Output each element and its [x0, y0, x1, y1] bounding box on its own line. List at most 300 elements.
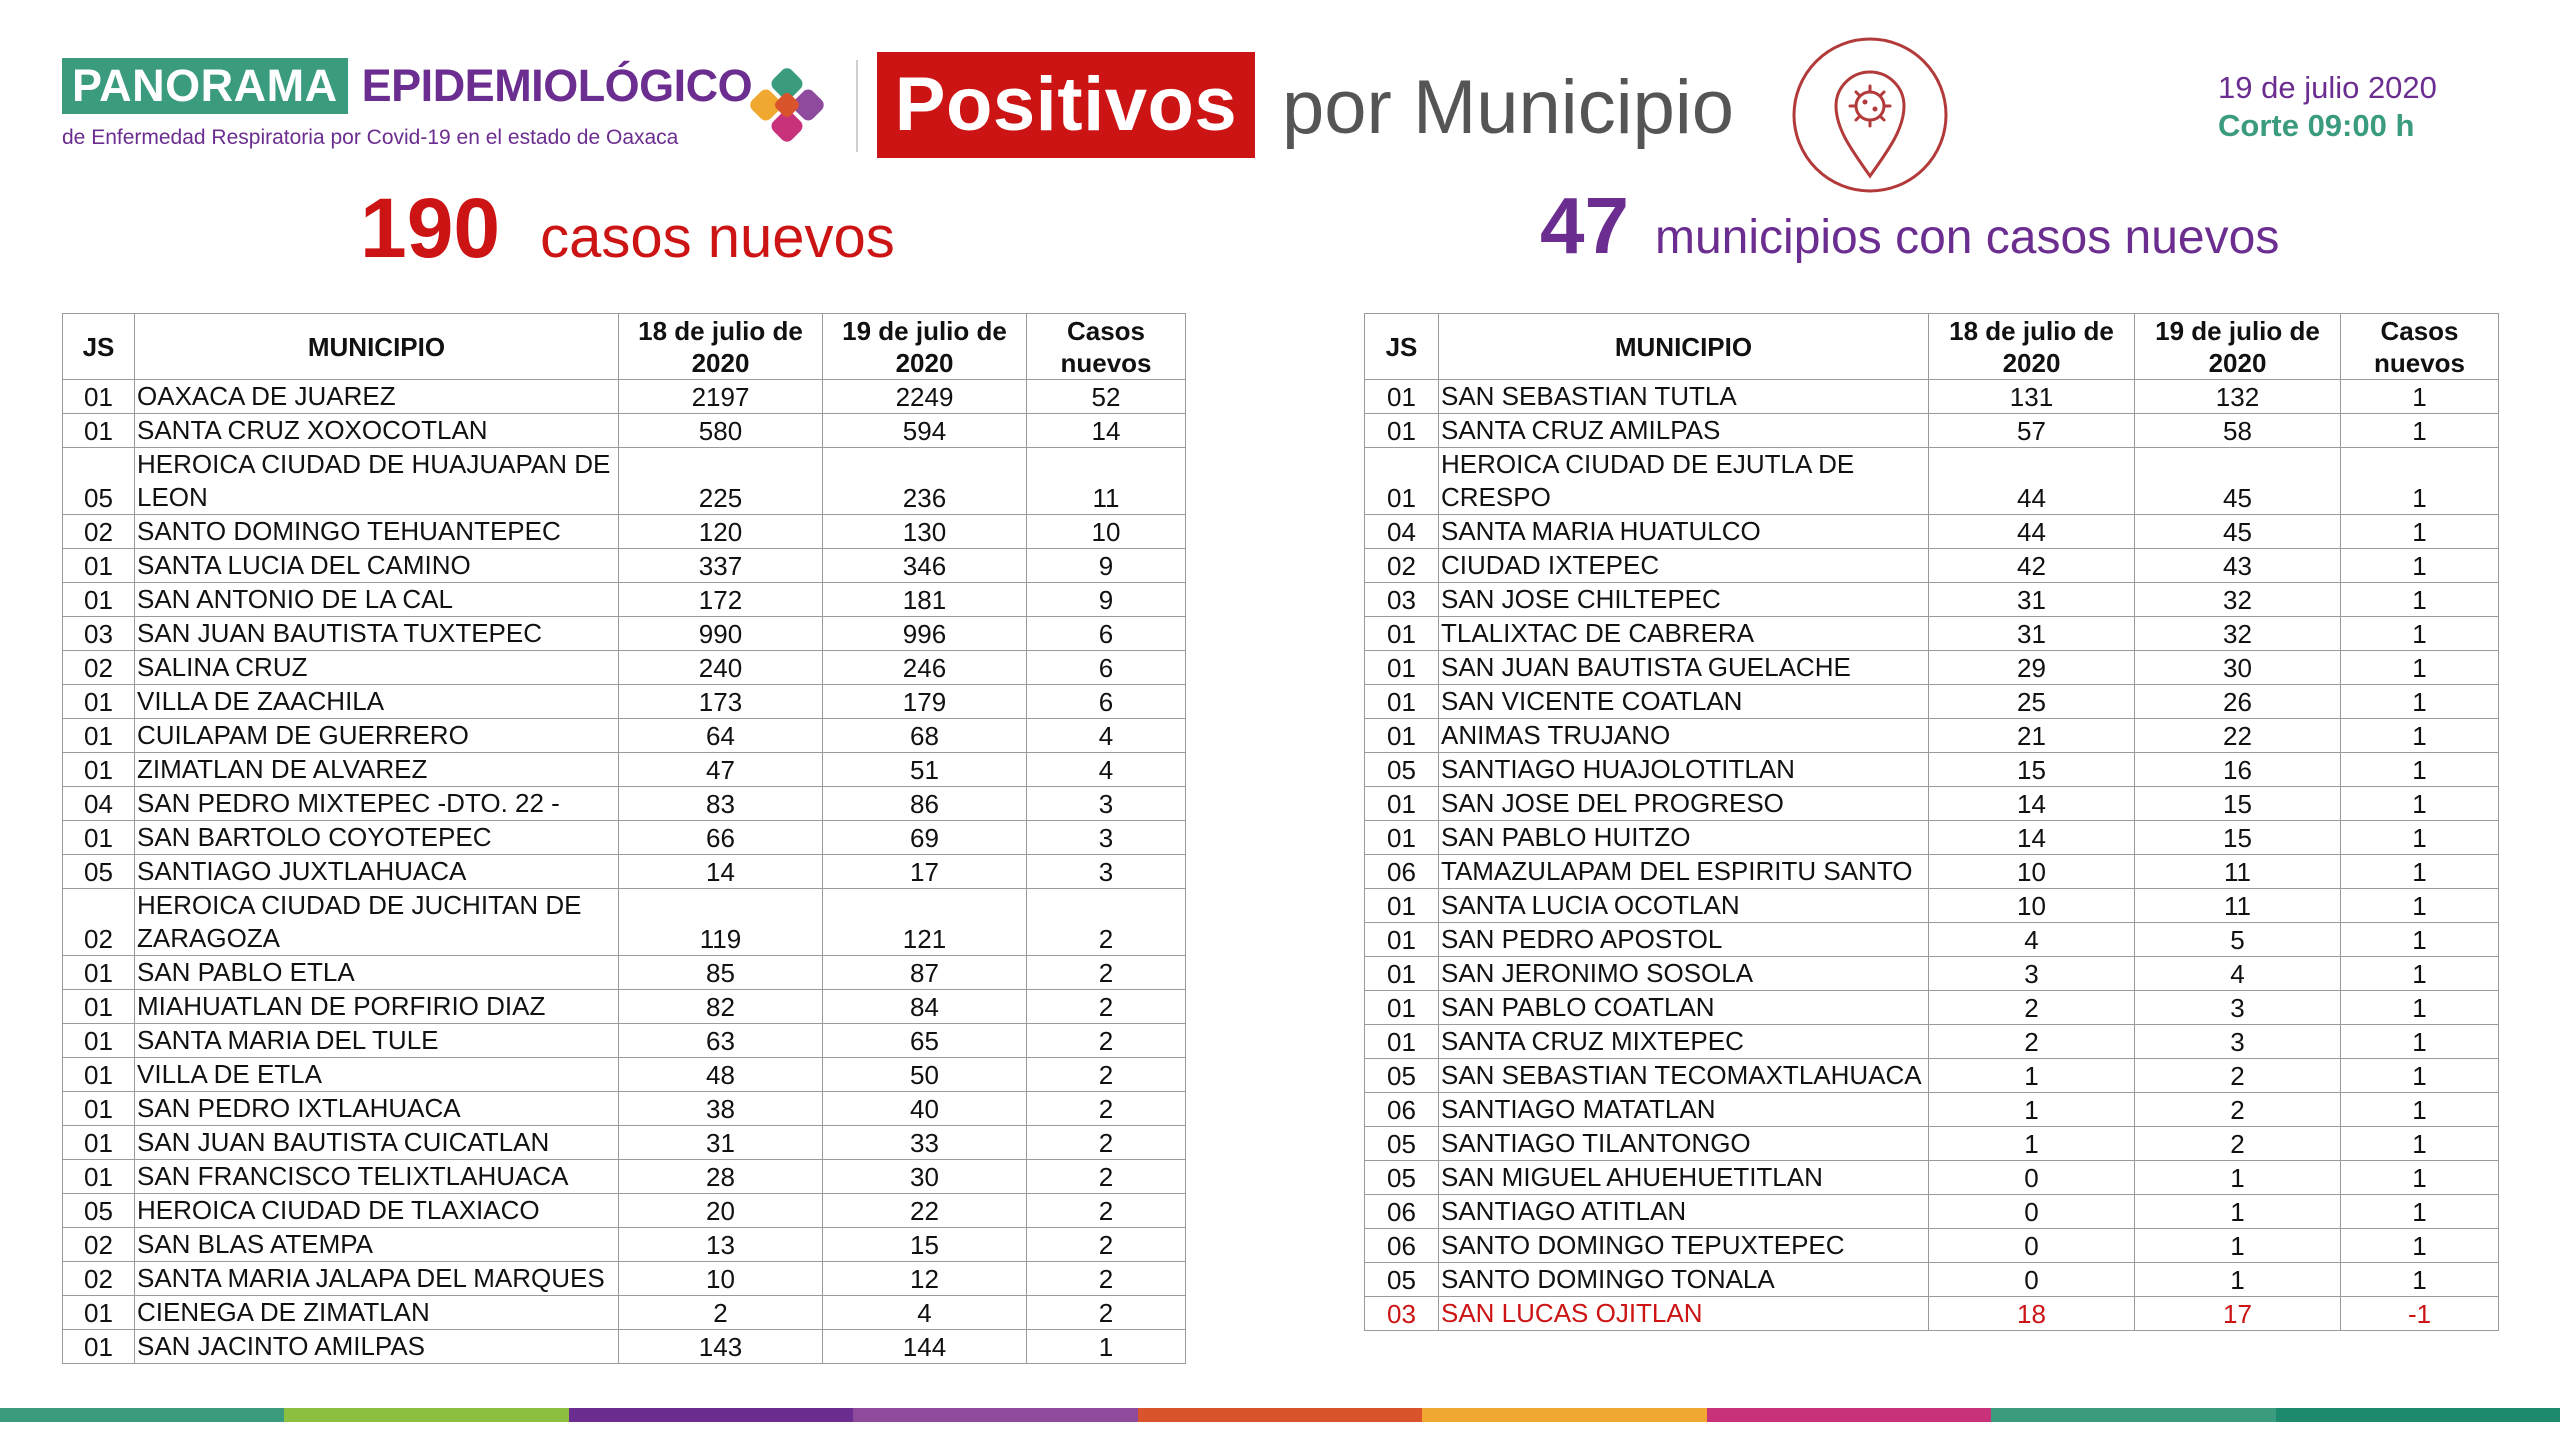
col-header-18-julio: 18 de julio de 2020: [1929, 314, 2135, 380]
cell-casos-nuevos: 2: [1027, 1058, 1186, 1092]
cell-js: 01: [1365, 923, 1439, 957]
table-row: [63, 549, 1186, 583]
cell-casos-nuevos: 1: [2341, 1195, 2499, 1229]
cell-19-julio: 86: [823, 787, 1027, 821]
table-row: [63, 1262, 1186, 1296]
table-row: [1365, 1025, 2499, 1059]
cell-19-julio: 51: [823, 753, 1027, 787]
cell-18-julio: 44: [1929, 515, 2135, 549]
cell-municipio: HEROICA CIUDAD DE TLAXIACO: [135, 1194, 619, 1228]
cell-19-julio: 236: [823, 448, 1027, 515]
cell-19-julio: 3: [2135, 991, 2341, 1025]
table-row: [1365, 787, 2499, 821]
cell-js: 01: [63, 1330, 135, 1364]
cell-18-julio: 173: [619, 685, 823, 719]
cell-municipio: SAN JOSE CHILTEPEC: [1439, 583, 1929, 617]
cell-18-julio: 38: [619, 1092, 823, 1126]
cell-19-julio: 87: [823, 956, 1027, 990]
cell-19-julio: 45: [2135, 448, 2341, 515]
cell-casos-nuevos: 9: [1027, 583, 1186, 617]
cell-municipio: SAN PABLO COATLAN: [1439, 991, 1929, 1025]
cell-js: 01: [63, 1126, 135, 1160]
cell-19-julio: 11: [2135, 855, 2341, 889]
cell-js: 01: [1365, 957, 1439, 991]
cell-js: 03: [1365, 1297, 1439, 1331]
cell-js: 06: [1365, 1195, 1439, 1229]
cell-casos-nuevos: 11: [1027, 448, 1186, 515]
cell-18-julio: 20: [619, 1194, 823, 1228]
cell-js: 01: [63, 956, 135, 990]
cell-municipio: SANTIAGO HUAJOLOTITLAN: [1439, 753, 1929, 787]
cell-19-julio: 32: [2135, 617, 2341, 651]
cell-municipio: SAN SEBASTIAN TUTLA: [1439, 380, 1929, 414]
table-row: [1365, 1195, 2499, 1229]
cell-js: 01: [1365, 380, 1439, 414]
cell-municipio: SAN PEDRO APOSTOL: [1439, 923, 1929, 957]
cell-js: 01: [1365, 787, 1439, 821]
cell-19-julio: 1: [2135, 1161, 2341, 1195]
cell-municipio: SAN BARTOLO COYOTEPEC: [135, 821, 619, 855]
cell-19-julio: 17: [823, 855, 1027, 889]
col-header-js: JS: [63, 314, 135, 380]
cell-19-julio: 45: [2135, 515, 2341, 549]
col-header-js: JS: [1365, 314, 1439, 380]
cell-municipio: TLALIXTAC DE CABRERA: [1439, 617, 1929, 651]
cell-casos-nuevos: 1: [2341, 1127, 2499, 1161]
cell-18-julio: 172: [619, 583, 823, 617]
logo-word-epidemiologico: EPIDEMIOLÓGICO: [361, 60, 753, 111]
report-date: 19 de julio 2020: [2218, 70, 2437, 105]
table-header-row: [63, 314, 1186, 380]
cell-municipio: SANTIAGO TILANTONGO: [1439, 1127, 1929, 1161]
cell-19-julio: 50: [823, 1058, 1027, 1092]
cell-casos-nuevos: 9: [1027, 549, 1186, 583]
cell-casos-nuevos: 6: [1027, 685, 1186, 719]
new-cases-label: casos nuevos: [540, 205, 895, 270]
table-row: [63, 855, 1186, 889]
table-row: [63, 1126, 1186, 1160]
logo-square-orange: [773, 91, 801, 119]
col-header-18-julio: 18 de julio de 2020: [619, 314, 823, 380]
cell-18-julio: 2: [1929, 991, 2135, 1025]
table-row: [63, 787, 1186, 821]
new-cases-number: 190: [360, 181, 501, 275]
cell-19-julio: 1: [2135, 1263, 2341, 1297]
cell-js: 01: [1365, 414, 1439, 448]
cell-18-julio: 0: [1929, 1229, 2135, 1263]
cell-js: 01: [1365, 1025, 1439, 1059]
table-row: [63, 617, 1186, 651]
col-header-casos-nuevos: Casos nuevos: [1027, 314, 1186, 380]
cell-municipio: SANTA LUCIA OCOTLAN: [1439, 889, 1929, 923]
cell-18-julio: 3: [1929, 957, 2135, 991]
cell-casos-nuevos: 4: [1027, 753, 1186, 787]
cell-18-julio: 66: [619, 821, 823, 855]
cell-18-julio: 0: [1929, 1263, 2135, 1297]
cell-19-julio: 2: [2135, 1059, 2341, 1093]
cell-19-julio: 65: [823, 1024, 1027, 1058]
municipalities-number: 47: [1540, 181, 1629, 270]
cell-municipio: SAN JUAN BAUTISTA GUELACHE: [1439, 651, 1929, 685]
footer-stripe-segment: [2276, 1408, 2560, 1422]
cell-municipio: SANTA CRUZ AMILPAS: [1439, 414, 1929, 448]
cell-municipio: SAN SEBASTIAN TECOMAXTLAHUACA: [1439, 1059, 1929, 1093]
cell-19-julio: 84: [823, 990, 1027, 1024]
cell-js: 05: [1365, 1059, 1439, 1093]
table-row: [1365, 1161, 2499, 1195]
cell-municipio: SANTA LUCIA DEL CAMINO: [135, 549, 619, 583]
cell-18-julio: 14: [619, 855, 823, 889]
cell-19-julio: 121: [823, 889, 1027, 956]
cell-casos-nuevos: 2: [1027, 889, 1186, 956]
cell-municipio: SALINA CRUZ: [135, 651, 619, 685]
logo-diamond-icon: [742, 60, 832, 150]
cell-19-julio: 22: [823, 1194, 1027, 1228]
cell-19-julio: 22: [2135, 719, 2341, 753]
table-row: [63, 753, 1186, 787]
cell-js: 04: [63, 787, 135, 821]
cell-municipio: SAN PEDRO IXTLAHUACA: [135, 1092, 619, 1126]
footer-color-stripe: [0, 1408, 2560, 1422]
cell-18-julio: 119: [619, 889, 823, 956]
cell-18-julio: 14: [1929, 821, 2135, 855]
cell-municipio: CUILAPAM DE GUERRERO: [135, 719, 619, 753]
table-row: [63, 583, 1186, 617]
cell-js: 01: [1365, 617, 1439, 651]
table-row: [1365, 957, 2499, 991]
cell-18-julio: 85: [619, 956, 823, 990]
cell-js: 05: [1365, 1127, 1439, 1161]
cell-js: 02: [63, 889, 135, 956]
footer-stripe-segment: [1422, 1408, 1706, 1422]
cell-18-julio: 2: [1929, 1025, 2135, 1059]
table-row: [63, 414, 1186, 448]
cell-municipio: SANTIAGO JUXTLAHUACA: [135, 855, 619, 889]
logo-panorama-epidemiologico: [62, 58, 753, 158]
cell-19-julio: 1: [2135, 1195, 2341, 1229]
cell-municipio: SAN JERONIMO SOSOLA: [1439, 957, 1929, 991]
table-row: [1365, 583, 2499, 617]
cell-casos-nuevos: 2: [1027, 1126, 1186, 1160]
cell-19-julio: 2249: [823, 380, 1027, 414]
cell-18-julio: 21: [1929, 719, 2135, 753]
report-cutoff-time: Corte 09:00 h: [2218, 108, 2415, 143]
cell-js: 01: [63, 685, 135, 719]
cell-municipio: SANTO DOMINGO TEHUANTEPEC: [135, 515, 619, 549]
cell-19-julio: 181: [823, 583, 1027, 617]
table-row: [63, 515, 1186, 549]
cell-18-julio: 29: [1929, 651, 2135, 685]
col-header-casos-nuevos: Casos nuevos: [2341, 314, 2499, 380]
cell-municipio: SAN ANTONIO DE LA CAL: [135, 583, 619, 617]
cell-18-julio: 225: [619, 448, 823, 515]
cell-municipio: SANTA CRUZ MIXTEPEC: [1439, 1025, 1929, 1059]
cell-js: 05: [1365, 753, 1439, 787]
cell-18-julio: 64: [619, 719, 823, 753]
table-row: [1365, 923, 2499, 957]
cell-js: 05: [63, 448, 135, 515]
table-row: [1365, 1059, 2499, 1093]
cell-casos-nuevos: 1: [2341, 685, 2499, 719]
cell-municipio: SANTO DOMINGO TONALA: [1439, 1263, 1929, 1297]
cell-19-julio: 15: [2135, 787, 2341, 821]
cell-19-julio: 12: [823, 1262, 1027, 1296]
cell-18-julio: 0: [1929, 1161, 2135, 1195]
cell-18-julio: 47: [619, 753, 823, 787]
cell-19-julio: 26: [2135, 685, 2341, 719]
cell-19-julio: 15: [2135, 821, 2341, 855]
cell-js: 01: [63, 1024, 135, 1058]
cell-casos-nuevos: 2: [1027, 990, 1186, 1024]
cell-casos-nuevos: 1: [2341, 753, 2499, 787]
cell-municipio: CIENEGA DE ZIMATLAN: [135, 1296, 619, 1330]
cell-19-julio: 3: [2135, 1025, 2341, 1059]
table-row: [63, 1024, 1186, 1058]
cell-casos-nuevos: 1: [2341, 855, 2499, 889]
table-row: [63, 956, 1186, 990]
cell-municipio: SANTA MARIA DEL TULE: [135, 1024, 619, 1058]
cell-municipio: SAN JUAN BAUTISTA TUXTEPEC: [135, 617, 619, 651]
cell-js: 01: [63, 753, 135, 787]
cell-casos-nuevos: 1: [2341, 617, 2499, 651]
cell-municipio: SAN MIGUEL AHUEHUETITLAN: [1439, 1161, 1929, 1195]
cell-18-julio: 131: [1929, 380, 2135, 414]
cell-18-julio: 1: [1929, 1093, 2135, 1127]
cell-casos-nuevos: 3: [1027, 821, 1186, 855]
col-header-19-julio: 19 de julio de 2020: [2135, 314, 2341, 380]
cell-18-julio: 44: [1929, 448, 2135, 515]
cell-js: 04: [1365, 515, 1439, 549]
cell-casos-nuevos: 4: [1027, 719, 1186, 753]
cell-municipio: OAXACA DE JUAREZ: [135, 380, 619, 414]
cell-municipio: SAN JACINTO AMILPAS: [135, 1330, 619, 1364]
cell-19-julio: 17: [2135, 1297, 2341, 1331]
cell-municipio: MIAHUATLAN DE PORFIRIO DIAZ: [135, 990, 619, 1024]
cell-19-julio: 2: [2135, 1093, 2341, 1127]
cell-js: 06: [1365, 1229, 1439, 1263]
cell-19-julio: 32: [2135, 583, 2341, 617]
cases-table-left: [62, 313, 1186, 1364]
cell-js: 03: [1365, 583, 1439, 617]
cell-casos-nuevos: 1: [2341, 991, 2499, 1025]
cell-js: 01: [63, 1092, 135, 1126]
cell-js: 02: [63, 1228, 135, 1262]
cell-18-julio: 0: [1929, 1195, 2135, 1229]
cell-19-julio: 594: [823, 414, 1027, 448]
cell-js: 01: [1365, 821, 1439, 855]
cell-casos-nuevos: 1: [1027, 1330, 1186, 1364]
cell-casos-nuevos: 3: [1027, 787, 1186, 821]
cell-19-julio: 1: [2135, 1229, 2341, 1263]
cell-municipio: SAN LUCAS OJITLAN: [1439, 1297, 1929, 1331]
cell-municipio: SANTA CRUZ XOXOCOTLAN: [135, 414, 619, 448]
footer-stripe-segment: [1707, 1408, 1991, 1422]
cell-casos-nuevos: 2: [1027, 956, 1186, 990]
cell-19-julio: 996: [823, 617, 1027, 651]
cell-19-julio: 246: [823, 651, 1027, 685]
cell-js: 06: [1365, 855, 1439, 889]
cell-18-julio: 31: [619, 1126, 823, 1160]
cell-js: 03: [63, 617, 135, 651]
cell-js: 01: [63, 583, 135, 617]
table-row: [1365, 651, 2499, 685]
cases-table-right: [1364, 313, 2499, 1331]
cell-19-julio: 2: [2135, 1127, 2341, 1161]
cell-municipio: SANTIAGO MATATLAN: [1439, 1093, 1929, 1127]
cell-municipio: SAN PEDRO MIXTEPEC -DTO. 22 -: [135, 787, 619, 821]
cell-municipio: SAN JOSE DEL PROGRESO: [1439, 787, 1929, 821]
table-row: [63, 1296, 1186, 1330]
cell-casos-nuevos: 1: [2341, 583, 2499, 617]
cell-18-julio: 1: [1929, 1127, 2135, 1161]
cell-js: 05: [63, 855, 135, 889]
table-row: [1365, 1093, 2499, 1127]
cell-casos-nuevos: 1: [2341, 414, 2499, 448]
cell-18-julio: 337: [619, 549, 823, 583]
table-row: [1365, 414, 2499, 448]
cell-18-julio: 25: [1929, 685, 2135, 719]
cell-18-julio: 82: [619, 990, 823, 1024]
cell-js: 01: [63, 1058, 135, 1092]
cell-18-julio: 18: [1929, 1297, 2135, 1331]
table-row: [63, 1160, 1186, 1194]
cell-municipio: ANIMAS TRUJANO: [1439, 719, 1929, 753]
cell-municipio: SAN BLAS ATEMPA: [135, 1228, 619, 1262]
cell-18-julio: 14: [1929, 787, 2135, 821]
cell-19-julio: 4: [823, 1296, 1027, 1330]
cell-casos-nuevos: -1: [2341, 1297, 2499, 1331]
cell-casos-nuevos: 1: [2341, 957, 2499, 991]
cell-js: 02: [63, 1262, 135, 1296]
cell-19-julio: 11: [2135, 889, 2341, 923]
logo-word-panorama: PANORAMA: [62, 58, 348, 114]
table-row: [63, 889, 1186, 956]
title-por-municipio: por Municipio: [1282, 65, 1734, 150]
cell-municipio: SAN VICENTE COATLAN: [1439, 685, 1929, 719]
cell-casos-nuevos: 2: [1027, 1262, 1186, 1296]
cell-casos-nuevos: 1: [2341, 1161, 2499, 1195]
table-row: [1365, 889, 2499, 923]
cell-19-julio: 132: [2135, 380, 2341, 414]
cell-18-julio: 240: [619, 651, 823, 685]
cell-casos-nuevos: 2: [1027, 1296, 1186, 1330]
municipalities-label: municipios con casos nuevos: [1654, 211, 2280, 264]
new-cases-stat: [360, 180, 895, 277]
table-row: [63, 1092, 1186, 1126]
cell-casos-nuevos: 3: [1027, 855, 1186, 889]
cell-municipio: SANTA MARIA JALAPA DEL MARQUES: [135, 1262, 619, 1296]
cell-18-julio: 57: [1929, 414, 2135, 448]
cell-18-julio: 10: [619, 1262, 823, 1296]
cell-js: 02: [1365, 549, 1439, 583]
cell-casos-nuevos: 14: [1027, 414, 1186, 448]
cell-casos-nuevos: 52: [1027, 380, 1186, 414]
footer-stripe-segment: [284, 1408, 568, 1422]
cell-municipio: SANTA MARIA HUATULCO: [1439, 515, 1929, 549]
cell-casos-nuevos: 1: [2341, 651, 2499, 685]
table-row: [1365, 753, 2499, 787]
cell-municipio: HEROICA CIUDAD DE EJUTLA DE CRESPO: [1439, 448, 1929, 515]
cell-19-julio: 15: [823, 1228, 1027, 1262]
cell-18-julio: 63: [619, 1024, 823, 1058]
cell-casos-nuevos: 6: [1027, 617, 1186, 651]
cell-18-julio: 2: [619, 1296, 823, 1330]
cell-casos-nuevos: 2: [1027, 1160, 1186, 1194]
table-row: [63, 1194, 1186, 1228]
cell-js: 01: [1365, 685, 1439, 719]
cell-municipio: SAN FRANCISCO TELIXTLAHUACA: [135, 1160, 619, 1194]
cell-js: 05: [1365, 1161, 1439, 1195]
table-row: [1365, 991, 2499, 1025]
col-header-19-julio: 19 de julio de 2020: [823, 314, 1027, 380]
cell-js: 01: [1365, 991, 1439, 1025]
footer-stripe-segment: [1991, 1408, 2275, 1422]
cell-casos-nuevos: 1: [2341, 1025, 2499, 1059]
cell-18-julio: 2197: [619, 380, 823, 414]
virus-location-pin-icon: [1790, 36, 1950, 194]
cell-19-julio: 5: [2135, 923, 2341, 957]
cell-19-julio: 40: [823, 1092, 1027, 1126]
cell-municipio: HEROICA CIUDAD DE HUAJUAPAN DE LEON: [135, 448, 619, 515]
title-positivos: Positivos: [877, 52, 1255, 158]
cell-js: 01: [63, 990, 135, 1024]
cell-19-julio: 346: [823, 549, 1027, 583]
cell-municipio: VILLA DE ZAACHILA: [135, 685, 619, 719]
table-row: [63, 821, 1186, 855]
cell-18-julio: 120: [619, 515, 823, 549]
cell-18-julio: 83: [619, 787, 823, 821]
cell-19-julio: 16: [2135, 753, 2341, 787]
cell-18-julio: 13: [619, 1228, 823, 1262]
cell-municipio: SAN JUAN BAUTISTA CUICATLAN: [135, 1126, 619, 1160]
cell-18-julio: 42: [1929, 549, 2135, 583]
cell-18-julio: 31: [1929, 617, 2135, 651]
cell-municipio: SAN PABLO ETLA: [135, 956, 619, 990]
cell-js: 01: [63, 414, 135, 448]
table-row: [1365, 515, 2499, 549]
cell-js: 01: [1365, 651, 1439, 685]
table-row: [1365, 549, 2499, 583]
cell-19-julio: 43: [2135, 549, 2341, 583]
cell-casos-nuevos: 1: [2341, 719, 2499, 753]
table-row: [63, 719, 1186, 753]
cell-municipio: CIUDAD IXTEPEC: [1439, 549, 1929, 583]
table-row: [1365, 719, 2499, 753]
cell-js: 01: [1365, 448, 1439, 515]
cell-js: 02: [63, 515, 135, 549]
cell-18-julio: 48: [619, 1058, 823, 1092]
cell-casos-nuevos: 1: [2341, 923, 2499, 957]
cell-casos-nuevos: 1: [2341, 1263, 2499, 1297]
cell-casos-nuevos: 1: [2341, 448, 2499, 515]
cell-js: 01: [63, 380, 135, 414]
cell-municipio: HEROICA CIUDAD DE JUCHITAN DE ZARAGOZA: [135, 889, 619, 956]
cell-18-julio: 10: [1929, 855, 2135, 889]
table-row: [63, 990, 1186, 1024]
cell-js: 01: [63, 821, 135, 855]
table-row: [63, 1058, 1186, 1092]
cell-19-julio: 30: [823, 1160, 1027, 1194]
table-row: [1365, 617, 2499, 651]
cell-19-julio: 144: [823, 1330, 1027, 1364]
cell-19-julio: 30: [2135, 651, 2341, 685]
table-row: [63, 651, 1186, 685]
table-row: [1365, 821, 2499, 855]
col-header-municipio: MUNICIPIO: [1439, 314, 1929, 380]
cell-municipio: SANTIAGO ATITLAN: [1439, 1195, 1929, 1229]
cell-casos-nuevos: 1: [2341, 515, 2499, 549]
cell-js: 01: [63, 549, 135, 583]
